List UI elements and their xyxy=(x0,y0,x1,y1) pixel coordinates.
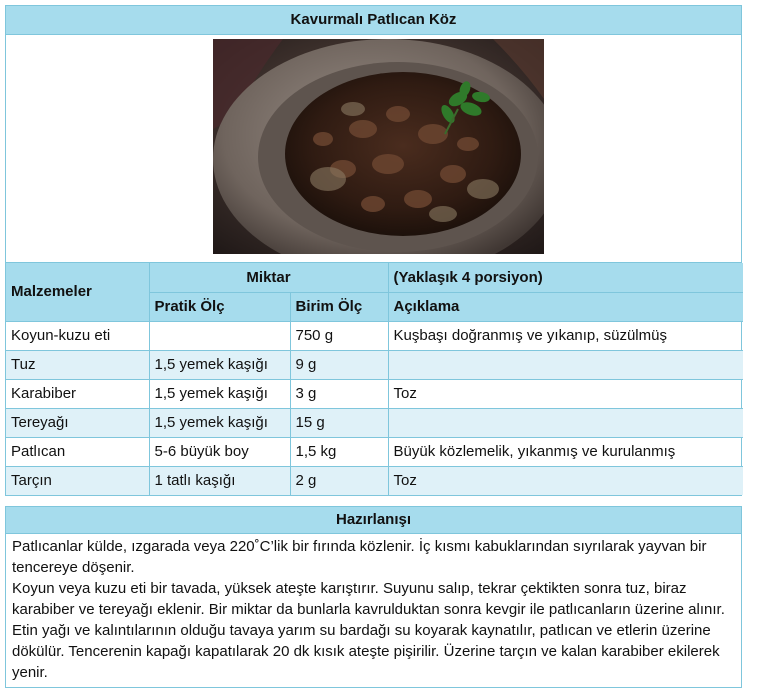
header-malzemeler: Malzemeler xyxy=(6,263,149,321)
table-row xyxy=(6,350,743,379)
subheader-pratik: Pratik Ölç xyxy=(149,292,290,321)
header-miktar: Miktar xyxy=(149,263,388,292)
ingredient-name: Tarçın xyxy=(6,466,149,495)
subheader-birim: Birim Ölç xyxy=(290,292,388,321)
header-porsiyon: (Yaklaşık 4 porsiyon) xyxy=(388,263,743,292)
ingredient-name: Koyun-kuzu eti xyxy=(6,321,149,350)
preparation-paragraph-1: Patlıcanlar külde, ızgarada veya 220˚C’lik bir fırında közlenir. İç kısmı kabuklarından sıyrılarak yayvan bir tencereye döşenir. xyxy=(12,538,707,576)
ingredient-aciklama: Kuşbaşı doğranmış ve yıkanıp, süzülmüş xyxy=(388,321,743,350)
table-row xyxy=(6,408,743,437)
ingredient-pratik: 1,5 yemek kaşığı xyxy=(149,350,290,379)
ingredient-pratik: 1,5 yemek kaşığı xyxy=(149,408,290,437)
ingredient-birim: 750 g xyxy=(290,321,388,350)
ingredient-birim: 15 g xyxy=(290,408,388,437)
ingredient-pratik: 1,5 yemek kaşığı xyxy=(149,379,290,408)
ingredient-aciklama xyxy=(388,408,743,437)
ingredients-table xyxy=(6,263,743,495)
ingredient-birim: 1,5 kg xyxy=(290,437,388,466)
ingredient-name: Patlıcan xyxy=(6,437,149,466)
ingredient-birim: 9 g xyxy=(290,350,388,379)
dish-photo xyxy=(213,39,544,254)
ingredient-pratik: 1 tatlı kaşığı xyxy=(149,466,290,495)
ingredient-birim: 3 g xyxy=(290,379,388,408)
preparation-section xyxy=(5,506,742,688)
ingredient-aciklama: Toz xyxy=(388,466,743,495)
preparation-title: Hazırlanışı xyxy=(6,507,741,534)
ingredient-pratik xyxy=(149,321,290,350)
subheader-aciklama: Açıklama xyxy=(388,292,743,321)
ingredient-aciklama: Büyük közlemelik, yıkanmış ve kurulanmış xyxy=(388,437,743,466)
ingredient-name: Tuz xyxy=(6,350,149,379)
ingredient-aciklama: Toz xyxy=(388,379,743,408)
table-row xyxy=(6,466,743,495)
table-row xyxy=(6,321,743,350)
ingredient-birim: 2 g xyxy=(290,466,388,495)
recipe-card xyxy=(5,5,742,496)
ingredient-name: Karabiber xyxy=(6,379,149,408)
ingredient-pratik: 5-6 büyük boy xyxy=(149,437,290,466)
table-row xyxy=(6,379,743,408)
ingredient-aciklama xyxy=(388,350,743,379)
preparation-text xyxy=(6,534,741,687)
preparation-paragraph-2: Koyun veya kuzu eti bir tavada, yüksek ateşte karıştırır. Suyunu salıp, tekrar çektikten sonra tuz, biraz karabiber ve tereyağı eklenir. Bir miktar da bunlarla kavrulduktan sonra kevgir ile patlıcanların üzerine alınır. Etin yağı ve kalıntılarının olduğu tavaya yarım su bardağı su koyarak kaynatılır, patlıcan ve etlerin üzerine dökülür. Tencerenin kapağı kapatılarak 20 dk kısık ateşte pişirilir. Üzerine tarçın ve kalan karabiber ekilerek yenir. xyxy=(12,580,725,681)
ingredient-name: Tereyağı xyxy=(6,408,149,437)
recipe-title: Kavurmalı Patlıcan Köz xyxy=(6,6,741,35)
photo-cell xyxy=(6,35,741,263)
table-row xyxy=(6,437,743,466)
